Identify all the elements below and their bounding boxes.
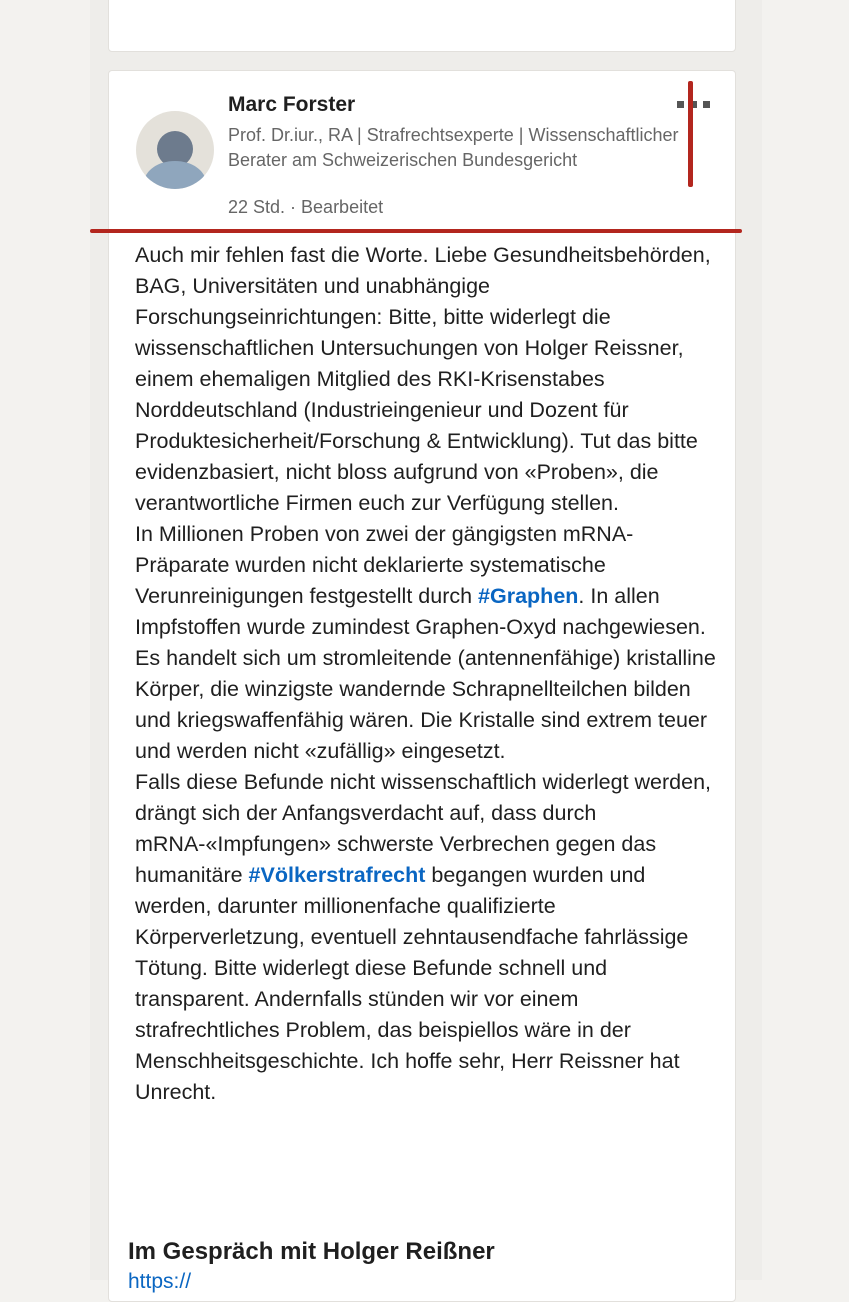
annotation-red-underline — [90, 229, 742, 233]
post-paragraph-2 — [135, 519, 725, 767]
default-person-body-icon — [144, 161, 206, 189]
annotation-red-vertical-mark — [688, 81, 693, 187]
post-paragraph-3 — [135, 767, 725, 1108]
post-text: . In allen Impfstoffen wurde zumindest Graphen-Oxyd nachgewiesen. Es handelt sich um stromleitende (antennenfähige) kristalline Körper, die winzigste wandernde Schrapnellteilchen bilden und kriegswaffenfähig wären. Die Kristalle sind extrem teuer und werden nicht «zufällig» eingesetzt. — [135, 584, 716, 763]
previous-post-card — [108, 0, 736, 52]
hashtag-graphen[interactable]: #Graphen — [478, 584, 579, 608]
post-body — [135, 240, 725, 1108]
author-headline: Prof. Dr.iur., RA | Strafrechtsexperte | Wissenschaftlicher Berater am Schweizerischen Bundesgericht — [228, 125, 679, 170]
menu-dot — [703, 101, 710, 108]
author-name[interactable]: Marc Forster — [228, 93, 356, 116]
post-text: begangen wurden und werden, darunter millionenfache qualifizierte Körperverletzung, eventuell zehntausendfache fahrlässige Tötung. Bitte widerlegt diese Befunde schnell und transparent. Andernfalls stünden wir vor einem strafrechtliches Problem, das beispiellos wäre in der Menschheitsgeschichte. Ich hoffe sehr, Herr Reissner hat Unrecht. — [135, 863, 689, 1104]
hashtag-voelkerstrafrecht[interactable]: #Völkerstrafrecht — [248, 863, 426, 887]
author-avatar[interactable] — [136, 111, 214, 189]
menu-dot — [677, 101, 684, 108]
post-paragraph-1: Auch mir fehlen fast die Worte. Liebe Gesundheitsbehörden, BAG, Universitäten und unabhängige Forschungseinrichtungen: Bitte, bitte widerlegt die wissenschaftlichen Untersuchungen von Holger Reissner, einem ehemaligen Mitglied des RKI-Krisenstabes Norddeutschland (Industrieingenieur und Dozent für Produktesicherheit/Forschung & Entwicklung). Tut das bitte evidenzbasiert, nicht bloss aufgrund von «Proben», die verantwortliche Firmen euch zur Verfügung stellen. — [135, 243, 711, 515]
article-title[interactable]: Im Gespräch mit Holger Reißner — [128, 1238, 495, 1265]
post-timestamp: 22 Std. · Bearbeitet — [228, 197, 384, 217]
article-link[interactable]: https:// — [128, 1270, 192, 1293]
post-text: Falls diese Befunde nicht wissenschaftlich widerlegt werden, drängt sich der Anfangsverdacht auf, dass durch mRNA-«Impfungen» schwerste Verbrechen gegen das humanitäre — [135, 770, 712, 887]
post-text: In Millionen Proben von zwei der gängigsten mRNA-Präparate wurden nicht deklarierte systematische Verunreinigungen festgestellt durch — [135, 522, 634, 608]
more-horizontal-icon[interactable] — [677, 101, 713, 111]
